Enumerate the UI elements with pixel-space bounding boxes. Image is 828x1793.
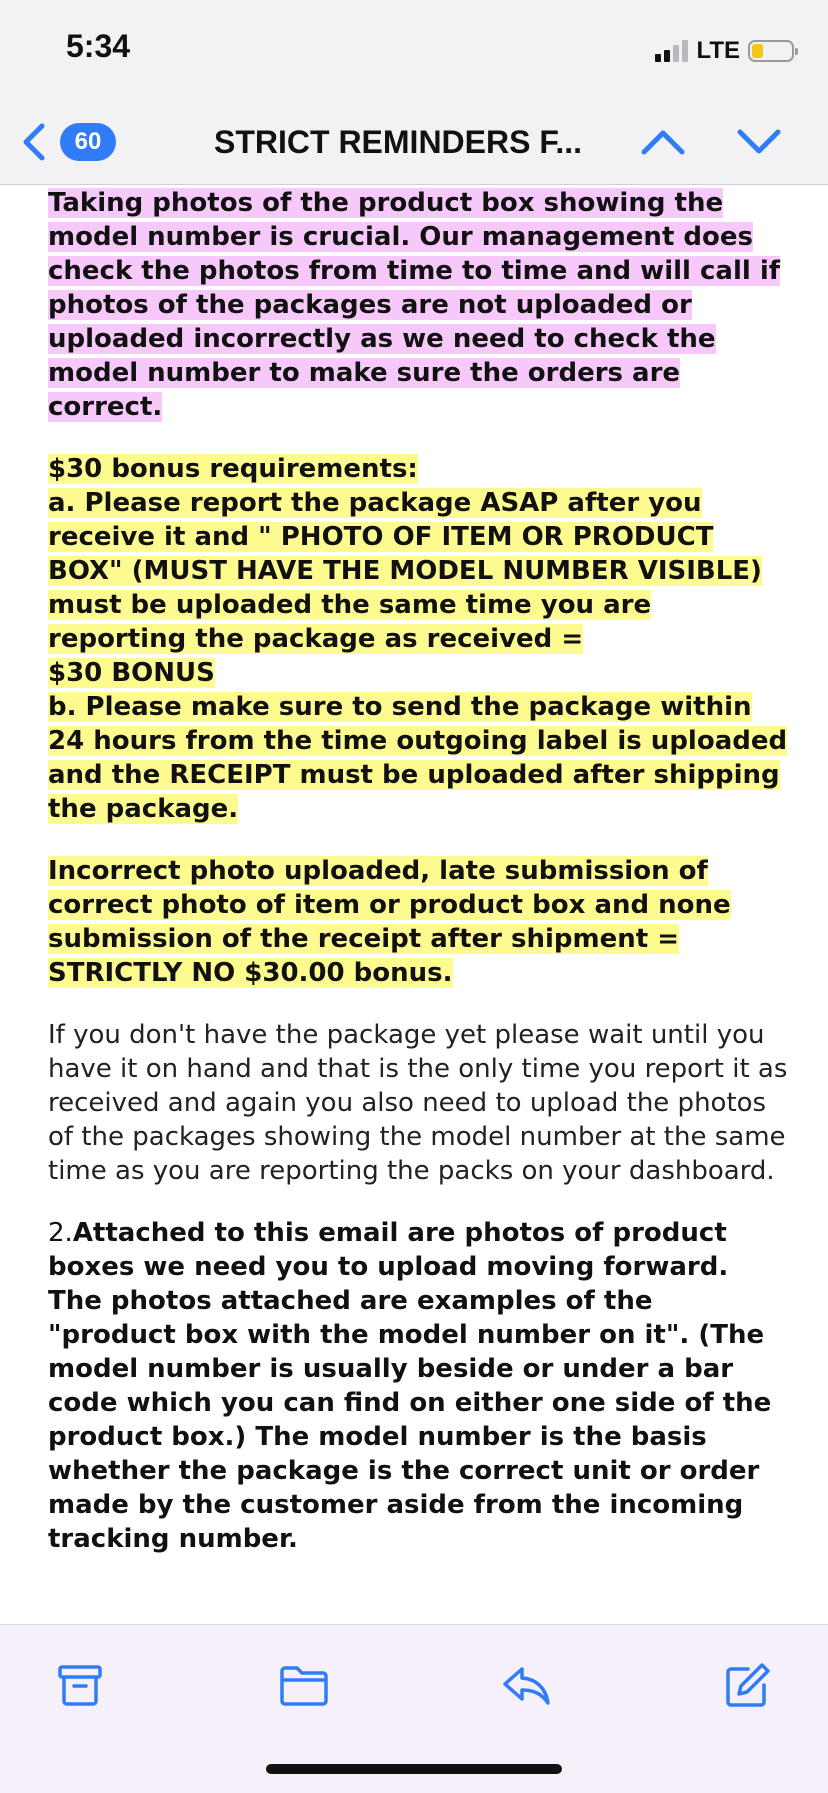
chevron-up-icon [640, 122, 686, 162]
reply-button[interactable] [500, 1661, 552, 1713]
bonus-amount: $30 BONUS [48, 658, 215, 688]
email-body [48, 186, 788, 1622]
previous-message-button[interactable] [640, 122, 686, 166]
reply-icon [500, 1661, 552, 1709]
move-to-folder-button[interactable] [278, 1661, 330, 1713]
status-indicators [655, 36, 794, 66]
attached-photos-text: Attached to this email are photos of product boxes we need you to upload moving forward. The photos attached are examples of the "product box with the model number on it". (The model number is usually beside or under a bar code which you can find on either one side of the product box.) The model number is the basis whether the package is the correct unit or order made by the customer aside from the incoming tracking number. [48, 1218, 772, 1554]
back-button[interactable] [20, 118, 116, 166]
bonus-heading: $30 bonus requirements: [48, 454, 418, 484]
list-number: 2. [48, 1218, 73, 1248]
chevron-down-icon [736, 122, 782, 162]
bonus-item-b: b. Please make sure to send the package within 24 hours from the time outgoing label is uploaded and the RECEIPT must be uploaded after shipping the package. [48, 692, 788, 824]
paragraph-bonus-requirements [48, 452, 788, 826]
message-subject: STRICT REMINDERS F... [214, 124, 583, 160]
battery-level [752, 44, 763, 58]
home-indicator [266, 1764, 562, 1774]
chevron-left-icon [20, 122, 48, 162]
bonus-item-a: a. Please report the package ASAP after you receive it and " PHOTO OF ITEM OR PRODUCT BOX" (MUST HAVE THE MODEL NUMBER VISIBLE) must be uploaded the same time you are reporting the package as received = [48, 488, 762, 654]
status-bar [0, 0, 828, 100]
paragraph-photo-requirement [48, 186, 788, 424]
paragraph-attached-photos [48, 1216, 788, 1556]
archive-icon [56, 1661, 104, 1709]
message-nav-bar [0, 100, 828, 185]
unread-count-badge: 60 [60, 123, 116, 161]
paragraph-no-bonus [48, 854, 788, 990]
signal-strength-icon [655, 40, 688, 62]
status-time: 5:34 [66, 28, 131, 64]
compose-button[interactable] [722, 1661, 772, 1715]
compose-icon [722, 1661, 772, 1711]
network-type: LTE [696, 37, 740, 64]
archive-button[interactable] [56, 1661, 104, 1713]
paragraph-package-wait: If you don't have the package yet please wait until you have it on hand and that is the only time you report it as received and again you also need to upload the photos of the packages showing the model number at the same time as you are reporting the packs on your dashboard. [48, 1020, 788, 1186]
highlighted-text: Taking photos of the product box showing the model number is crucial. Our management does check the photos from time to time and will call if photos of the packages are not uploaded or uploaded incorrectly as we need to check the model number to make sure the orders are correct. [48, 188, 781, 422]
folder-icon [278, 1661, 330, 1709]
highlighted-text: Incorrect photo uploaded, late submission of correct photo of item or product box and none submission of the receipt after shipment = STRICTLY NO $30.00 bonus. [48, 856, 731, 988]
next-message-button[interactable] [736, 122, 782, 166]
battery-icon [748, 40, 794, 62]
